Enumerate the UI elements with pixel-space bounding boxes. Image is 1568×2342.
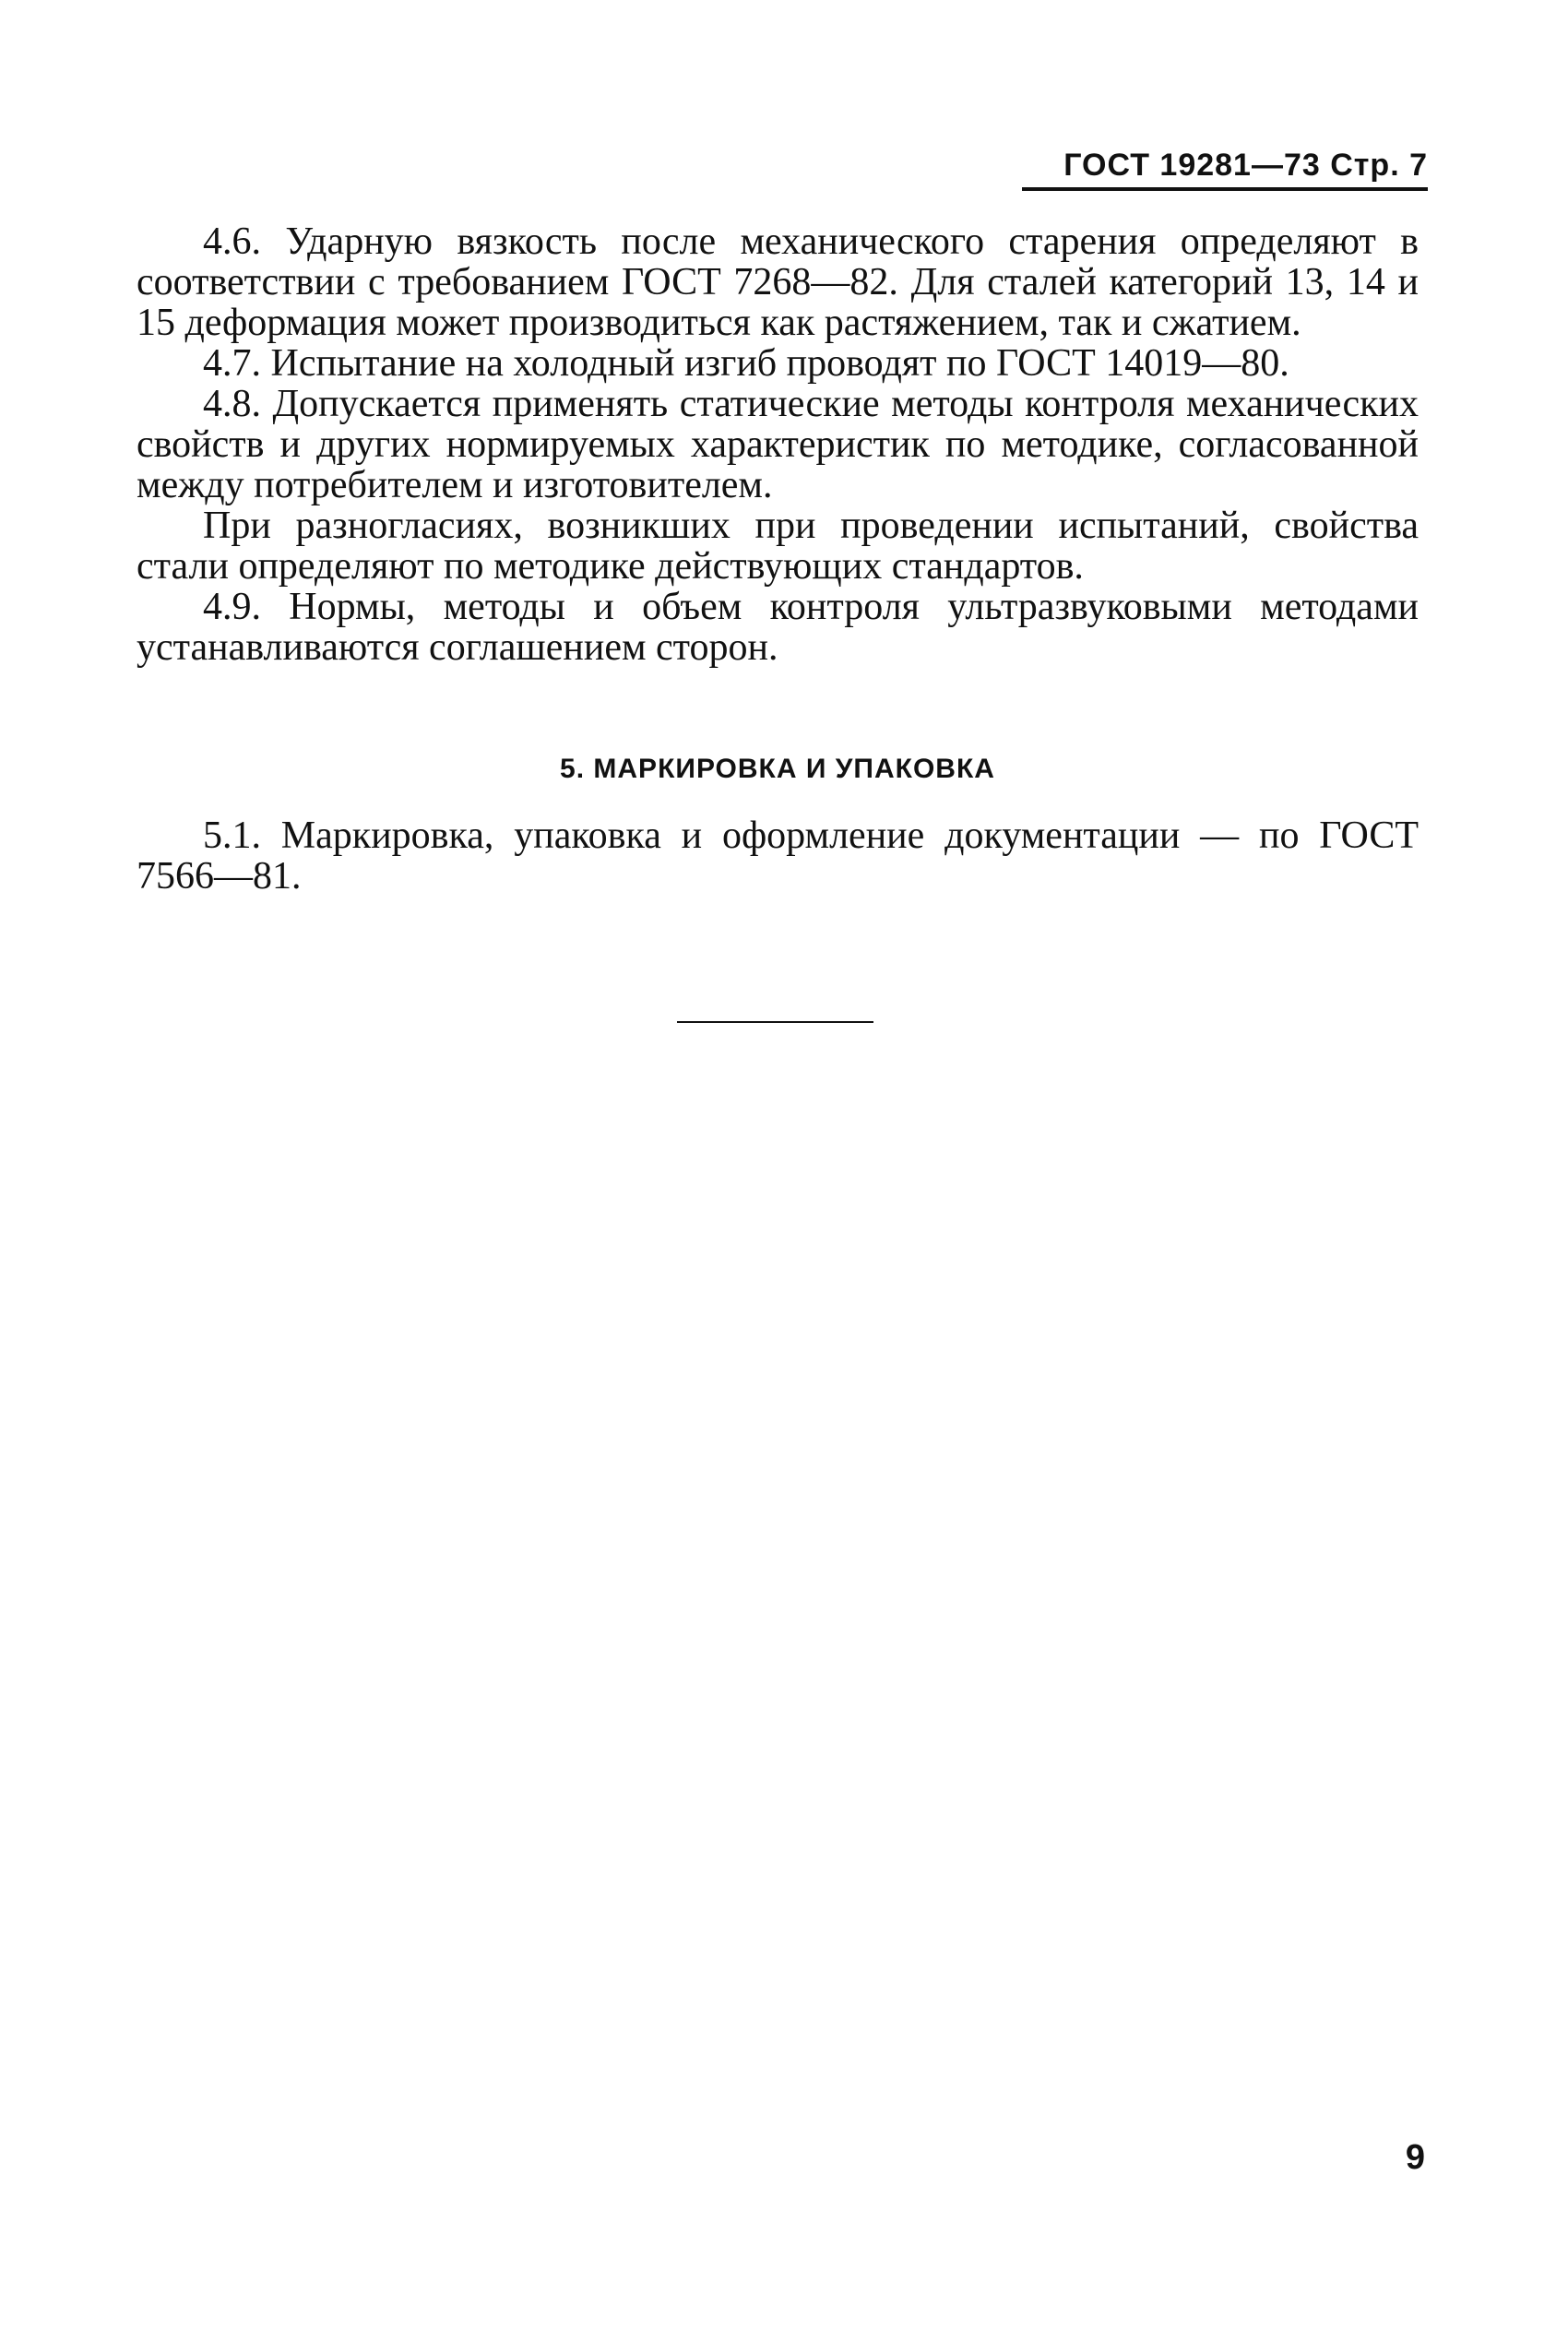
end-divider [677,1021,873,1023]
clause-5-1: 5.1. Маркировка, упаковка и оформление документации — по ГОСТ 7566—81. [137,814,1419,898]
page-number: 9 [1405,2138,1425,2177]
clause-4-6: 4.6. Ударную вязкость после механического старения определяют в соответствии с требованием ГОСТ 7268—82. Для сталей категорий 13, 14 и 15 деформация может производиться как растяжением, так и сжатием. [137,220,1419,344]
clause-4-9: 4.9. Нормы, методы и объем контроля ультразвуковыми методами устанавливаются соглашением сторон. [137,586,1419,669]
clause-4-8-disagreement: При разногласиях, возникших при проведении испытаний, свойства стали определяют по методике действующих стандартов. [137,505,1419,588]
page-header: ГОСТ 19281—73 Стр. 7 [1022,148,1428,191]
clause-4-8: 4.8. Допускается применять статические методы контроля механических свойств и других нормируемых характеристик по методике, согласованной между потребителем и изготовителем. [137,383,1419,506]
section-5-title: 5. МАРКИРОВКА И УПАКОВКА [560,754,995,784]
document-body [137,221,1419,897]
clause-4-7: 4.7. Испытание на холодный изгиб проводят по ГОСТ 14019—80. [203,342,1289,385]
